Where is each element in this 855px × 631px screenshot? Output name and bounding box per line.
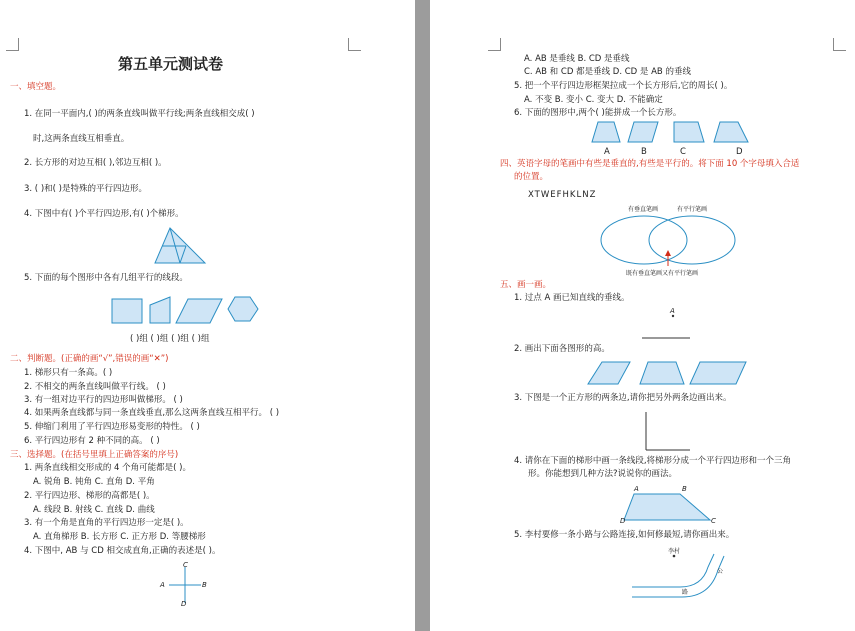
q5-answers: ( )组 ( )组 ( )组 ( )组 (130, 334, 210, 344)
trap-label-a: A (634, 485, 639, 493)
section-3-heading: 三、选择题。(在括号里填上正确答案的序号) (10, 450, 179, 460)
document-page-left (0, 0, 415, 631)
village-label: 李村 (668, 548, 681, 555)
draw-q1: 1. 过点 A 画已知直线的垂线。 (514, 293, 630, 303)
draw-q5: 5. 李村要修一条小路与公路连接,如何修最短,请你画出来。 (514, 530, 735, 540)
choice-q1-options: A. 锐角 B. 钝角 C. 直角 D. 平角 (33, 477, 155, 487)
fill-q4: 4. 下图中有( )个平行四边形,有( )个梯形。 (24, 209, 184, 219)
section-1-heading: 一、填空题。 (10, 82, 62, 92)
section-4-heading-line1: 四、英语字母的笔画中有些是垂直的,有些是平行的。将下面 10 个字母填入合适 (500, 159, 800, 169)
q6-label-c: C (680, 147, 686, 157)
corner-mark (488, 38, 501, 51)
venn-diagram (600, 214, 736, 266)
corner-mark (833, 38, 846, 51)
corner-mark (348, 38, 361, 51)
draw-q2: 2. 画出下面各图形的高。 (514, 344, 610, 354)
judge-item-6: 6. 平行四边形有 2 种不同的高。 ( ) (24, 436, 160, 446)
label-c: C (183, 561, 188, 569)
fill-q2: 2. 长方形的对边互相( ),邻边互相( )。 (24, 158, 167, 168)
q6-shapes (592, 120, 752, 146)
q6-label-b: B (641, 147, 647, 157)
choice-q6: 6. 下面的图形中,两个( )能拼成一个长方形。 (514, 108, 682, 118)
q5-road (630, 552, 730, 607)
document-page-right (430, 0, 855, 631)
trap-label-c: C (711, 517, 716, 525)
q4-trapezoid (622, 492, 718, 522)
letters-list: XTWEFHKLNZ (528, 190, 597, 200)
choice-q4-options-1: A. AB 是垂线 B. CD 是垂线 (524, 54, 630, 64)
triangle-figure (150, 226, 210, 266)
draw-q4-line2: 形。你能想到几种方法?说说你的画法。 (528, 469, 678, 479)
judge-item-4: 4. 如果两条直线都与同一条直线垂直,那么这两条直线互相平行。 ( ) (24, 408, 280, 418)
q1-figure (640, 312, 700, 342)
q6-label-d: D (736, 147, 743, 157)
judge-item-2: 2. 不相交的两条直线叫做平行线。 ( ) (24, 382, 166, 392)
venn-label-left: 有垂直笔画 (628, 206, 659, 213)
fill-q3: 3. ( )和( )是特殊的平行四边形。 (24, 184, 147, 194)
page-gap (415, 0, 430, 631)
q3-square-edges (644, 410, 694, 452)
choice-q2: 2. 平行四边形、梯形的高都是( )。 (24, 491, 155, 501)
draw-q4-line1: 4. 请你在下面的梯形中画一条线段,将梯形分成一个平行四边形和一个三角 (514, 456, 792, 466)
choice-q3: 3. 有一个角是直角的平行四边形一定是( )。 (24, 518, 189, 528)
venn-label-bottom: 既有垂直笔画又有平行笔画 (626, 270, 699, 277)
trap-label-b: B (682, 485, 687, 493)
label-a: A (160, 581, 165, 589)
venn-label-right: 有平行笔画 (677, 206, 708, 213)
q5-shapes (110, 295, 260, 327)
q6-label-a: A (604, 147, 610, 157)
label-b: B (202, 581, 207, 589)
choice-q5: 5. 把一个平行四边形框架拉成一个长方形后,它的周长( )。 (514, 81, 733, 91)
point-a-label: A (670, 307, 675, 315)
choice-q4-options-2: C. AB 和 CD 都是垂线 D. CD 是 AB 的垂线 (524, 67, 691, 77)
judge-item-3: 3. 有一组对边平行的四边形叫做梯形。 ( ) (24, 395, 183, 405)
road-label-1: 公 (717, 568, 724, 575)
section-5-heading: 五、画一画。 (500, 280, 552, 290)
q2-shapes (588, 360, 748, 386)
choice-q3-options: A. 直角梯形 B. 长方形 C. 正方形 D. 等腰梯形 (33, 532, 206, 542)
judge-item-1: 1. 梯形只有一条高。( ) (24, 368, 113, 378)
fill-q1-line1: 1. 在同一平面内,( )的两条直线叫做平行线;两条直线相交成( ) (24, 109, 255, 119)
choice-q2-options: A. 线段 B. 射线 C. 直线 D. 曲线 (33, 505, 155, 515)
fill-q5: 5. 下面的每个图形中各有几组平行的线段。 (24, 273, 188, 283)
road-label-2: 路 (682, 589, 689, 596)
corner-mark (6, 38, 19, 51)
trap-label-d: D (620, 517, 626, 525)
label-d: D (181, 600, 187, 608)
page-title: 第五单元测试卷 (118, 55, 224, 73)
fill-q1-line2: 时,这两条直线互相垂直。 (33, 134, 130, 144)
section-2-heading: 二、判断题。(正确的画“√”,错误的画“✕”) (10, 354, 169, 364)
section-4-heading-line2: 的位置。 (514, 172, 549, 182)
choice-q1: 1. 两条直线相交形成的 4 个角可能都是( )。 (24, 463, 191, 473)
draw-q3: 3. 下图是一个正方形的两条边,请你把另外两条边画出来。 (514, 393, 732, 403)
choice-q4: 4. 下图中, AB 与 CD 相交成直角,正确的表述是( )。 (24, 546, 221, 556)
judge-item-5: 5. 伸缩门利用了平行四边形易变形的特性。 ( ) (24, 422, 200, 432)
choice-q5-options: A. 不变 B. 变小 C. 变大 D. 不能确定 (524, 95, 663, 105)
